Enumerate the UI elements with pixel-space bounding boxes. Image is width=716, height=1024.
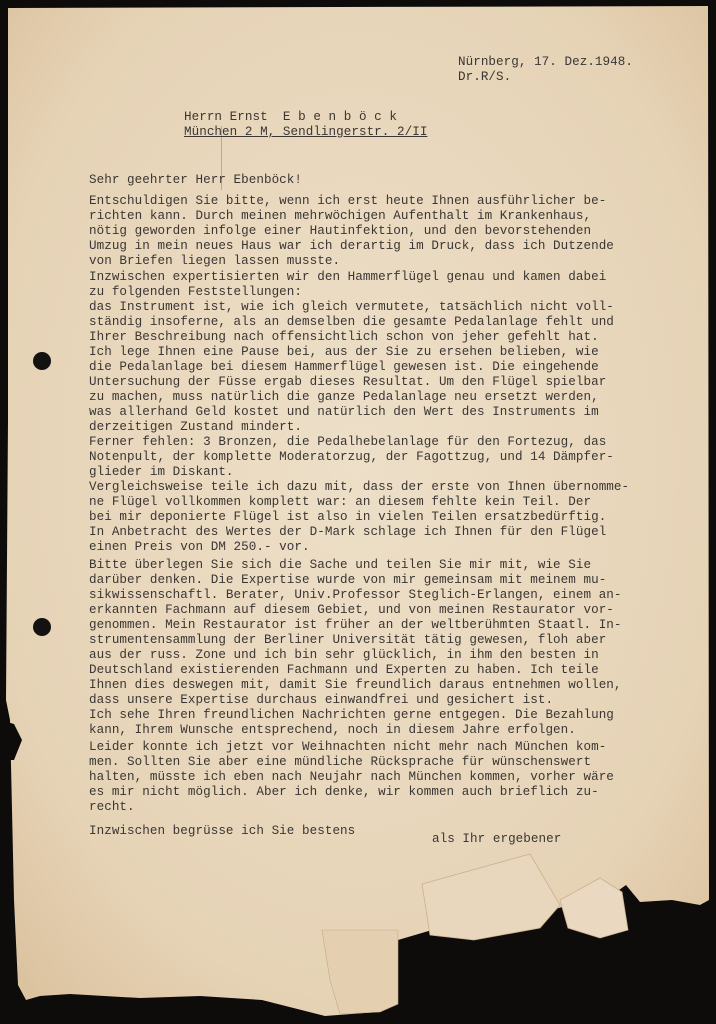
body-line: sikwissenschaftl. Berater, Univ.Professor Steglich-Erlangen, einem an- [89, 588, 622, 602]
body-line: Ich sehe Ihren freundlichen Nachrichten gerne entgegen. Die Bezahlung [89, 708, 614, 722]
body-line: halten, müsste ich eben nach Neujahr nach München kommen, vorher wäre [89, 770, 614, 784]
body-line: Umzug in mein neues Haus war ich derartig im Druck, dass ich Dutzende [89, 239, 614, 253]
body-line: Ihnen dies deswegen mit, damit Sie freundlich daraus entnehmen wollen, [89, 678, 622, 692]
body-line: derzeitigen Zustand mindert. [89, 420, 303, 434]
recipient-address: München 2 M, Sendlingerstr. 2/II [184, 125, 428, 139]
body-line: recht. [89, 800, 135, 814]
body-line: glieder im Diskant. [89, 465, 234, 479]
body-line: Ich lege Ihnen eine Pause bei, aus der Sie zu ersehen belieben, wie [89, 345, 599, 359]
body-line: richten kann. Durch meinen mehrwöchigen Aufenthalt im Krankenhaus, [89, 209, 592, 223]
body-line: dass unsere Expertise durchaus einwandfrei und gesichert ist. [89, 693, 554, 707]
body-line: Bitte überlegen Sie sich die Sache und teilen Sie mir mit, wie Sie [89, 558, 592, 572]
body-line: es mir nicht möglich. Aber ich denke, wir kommen auch brieflich zu- [89, 785, 599, 799]
body-line: nötig geworden infolge einer Hautinfektion, und den bevorstehenden [89, 224, 592, 238]
body-line: ständig insoferne, als an demselben die gesamte Pedalanlage fehlt und [89, 315, 614, 329]
body-line: Notenpult, der komplette Moderatorzug, der Fagottzug, und 14 Dämpfer- [89, 450, 614, 464]
body-line: zu folgenden Feststellungen: [89, 285, 303, 299]
body-line: Entschuldigen Sie bitte, wenn ich erst heute Ihnen ausführlicher be- [89, 194, 607, 208]
body-line: Ferner fehlen: 3 Bronzen, die Pedalhebelanlage für den Fortezug, das [89, 435, 607, 449]
body-line: von Briefen liegen lassen musste. [89, 254, 341, 268]
closing-sign-off: als Ihr ergebener [432, 832, 562, 846]
body-line: Inzwischen expertisierten wir den Hammerflügel genau und kamen dabei [89, 270, 607, 284]
body-line: strumentensammlung der Berliner Universität tätig gewesen, floh aber [89, 633, 607, 647]
body-line-price: einen Preis von DM 250.- vor. [89, 540, 310, 554]
body-line: das Instrument ist, wie ich gleich vermutete, tatsächlich nicht voll- [89, 300, 614, 314]
closing-greeting: Inzwischen begrüsse ich Sie bestens [89, 824, 356, 838]
reference-initials: Dr.R/S. [458, 70, 512, 84]
body-line: genommen. Mein Restaurator ist früher an der weltberühmten Staatl. In- [89, 618, 622, 632]
body-line: ne Flügel vollkommen komplett war: an diesem fehlte kein Teil. Der [89, 495, 592, 509]
body-line: was allerhand Geld kostet und natürlich den Wert des Instruments im [89, 405, 599, 419]
body-line: Untersuchung der Füsse ergab dieses Resultat. Um den Flügel spielbar [89, 375, 607, 389]
body-line: zu machen, muss natürlich die ganze Pedalanlage neu ersetzt werden, [89, 390, 599, 404]
salutation: Sehr geehrter Herr Ebenböck! [89, 173, 303, 187]
body-line: Vergleichsweise teile ich dazu mit, dass der erste von Ihnen übernomme- [89, 480, 630, 494]
body-line: bei mir deponierte Flügel ist also in vielen Teilen ersatzbedürftig. [89, 510, 607, 524]
body-line: darüber denken. Die Expertise wurde von mir gemeinsam mit meinem mu- [89, 573, 607, 587]
body-line: men. Sollten Sie aber eine mündliche Rücksprache für wünschenswert [89, 755, 592, 769]
body-line: Ihrer Beschreibung nach offensichtlich schon von jeher gefehlt hat. [89, 330, 599, 344]
body-line: kann, Ihrem Wunsche entsprechend, noch in diesem Jahre erfolgen. [89, 723, 576, 737]
recipient-name: Herrn Ernst E b e n b ö c k [184, 110, 398, 124]
body-line: aus der russ. Zone und ich bin sehr glücklich, in ihm den besten in [89, 648, 599, 662]
body-line: Deutschland existierenden Fachmann und Experten zu haben. Ich teile [89, 663, 599, 677]
body-line: die Pedalanlage bei diesem Hammerflügel gewesen ist. Die eingehende [89, 360, 599, 374]
place-date: Nürnberg, 17. Dez.1948. [458, 55, 633, 69]
body-line: Leider konnte ich jetzt vor Weihnachten nicht mehr nach München kom- [89, 740, 607, 754]
body-line: erkannten Fachmann auf diesem Gebiet, und von meinen Restaurator vor- [89, 603, 614, 617]
body-line: In Anbetracht des Wertes der D-Mark schlage ich Ihnen für den Flügel [89, 525, 607, 539]
